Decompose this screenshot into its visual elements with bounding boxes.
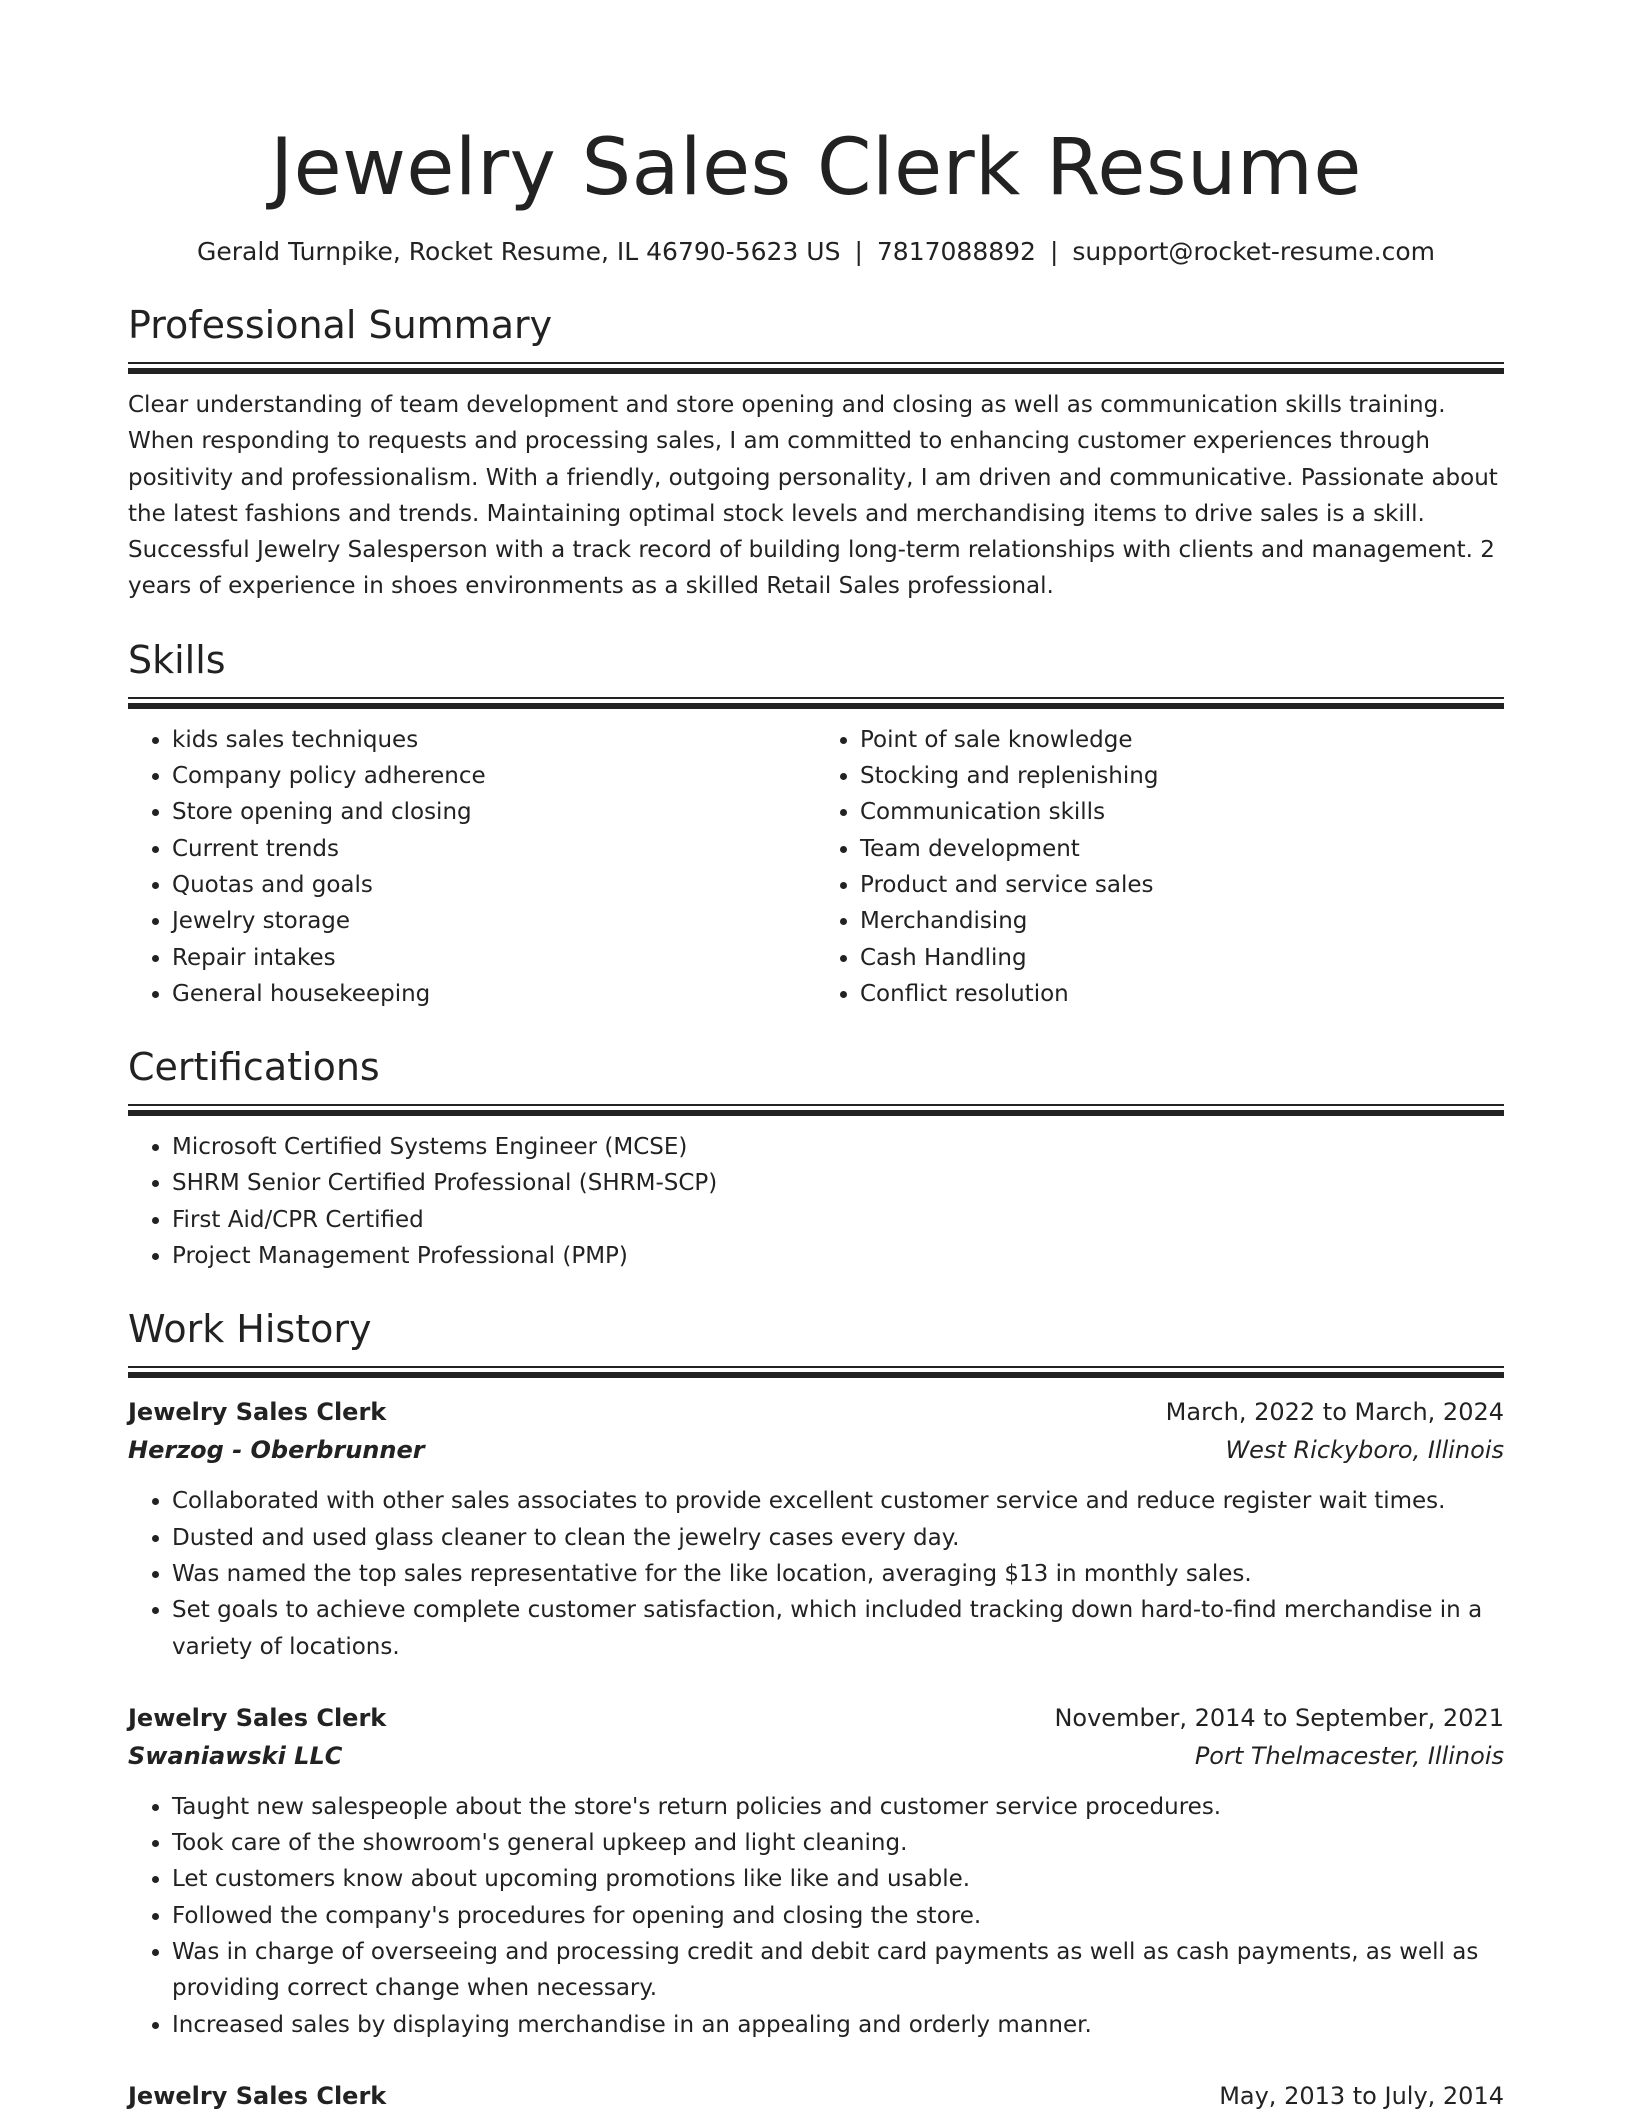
job-dates: March, 2022 to March, 2024 (1165, 1398, 1504, 1427)
skill-item: • Merchandising (860, 903, 1504, 939)
job-entry (128, 2077, 1504, 2115)
skill-item: • Stocking and replenishing (860, 758, 1504, 794)
skill-item: • Current trends (172, 831, 816, 867)
skills-section (128, 605, 1504, 1012)
resume-page (128, 0, 1504, 2115)
skill-item: • Communication skills (860, 794, 1504, 830)
job-bullet-list (128, 1789, 1504, 2043)
skill-item: • Jewelry storage (172, 903, 816, 939)
job-header-row (128, 2077, 1504, 2115)
job-title: Jewelry Sales Clerk (128, 1398, 387, 1427)
contact-separator: | (1049, 237, 1059, 266)
job-bullet: • Was in charge of overseeing and processing credit and debit card payments as well as cash payments, as well as providing correct change when necessary. (172, 1934, 1504, 2007)
job-entry (128, 1699, 1504, 2043)
job-bullet: • Taught new salespeople about the store's return policies and customer service procedures. (172, 1789, 1504, 1825)
job-bullet: • Set goals to achieve complete customer satisfaction, which included tracking down hard-to-find merchandise in a variety of locations. (172, 1592, 1504, 1665)
skill-item: • Cash Handling (860, 940, 1504, 976)
resume-title: Jewelry Sales Clerk Resume (270, 123, 1362, 213)
job-bullet: • Took care of the showroom's general upkeep and light cleaning. (172, 1825, 1504, 1861)
contact-line (128, 234, 1504, 270)
skills-left-list (128, 722, 816, 1012)
job-dates: November, 2014 to September, 2021 (1054, 1703, 1504, 1732)
skill-item: • Quotas and goals (172, 867, 816, 903)
work-section (128, 1274, 1504, 2115)
job-header-row (128, 1393, 1504, 1431)
summary-heading: Professional Summary (128, 303, 553, 347)
job-entry (128, 1393, 1504, 1664)
skill-item: • Store opening and closing (172, 794, 816, 830)
contact-email: support@rocket-resume.com (1072, 237, 1435, 266)
work-history-list (128, 1393, 1504, 2115)
certification-item: • SHRM Senior Certified Professional (SHRM-SCP) (172, 1165, 1504, 1201)
job-bullet: • Collaborated with other sales associates to provide excellent customer service and reduce register wait times. (172, 1483, 1504, 1519)
skills-right-list (816, 722, 1504, 1012)
summary-text: Clear understanding of team development and store opening and closing as well as communication skills training. When responding to requests and processing sales, I am committed to enhancing customer experiences through positivity and professionalism. With a friendly, outgoing personality, I am driven and communicative. Passionate about the latest fashions and trends. Maintaining optimal stock levels and merchandising items to drive sales is a skill. Successful Jewelry Salesperson with a track record of building long-term relationships with clients and management. 2 years of experience in shoes environments as a skilled Retail Sales professional. (128, 392, 1498, 600)
contact-phone: 7817088892 (876, 237, 1036, 266)
section-divider (128, 1366, 1504, 1377)
section-divider (128, 697, 1504, 708)
certifications-heading: Certifications (128, 1045, 380, 1090)
certification-item: • First Aid/CPR Certified (172, 1202, 1504, 1238)
job-header-row (128, 1699, 1504, 1737)
job-title: Jewelry Sales Clerk (128, 2081, 387, 2110)
skills-columns (128, 722, 1504, 1012)
job-company-row (128, 1431, 1504, 1469)
skill-item: • Conflict resolution (860, 976, 1504, 1012)
job-title: Jewelry Sales Clerk (128, 1703, 387, 1732)
job-company: Herzog - Oberbrunner (128, 1436, 425, 1465)
skill-item: • Team development (860, 831, 1504, 867)
summary-section (128, 270, 1504, 605)
job-bullet: • Dusted and used glass cleaner to clean the jewelry cases every day. (172, 1520, 1504, 1556)
skill-item: • kids sales techniques (172, 722, 816, 758)
certification-item: • Project Management Professional (PMP) (172, 1238, 1504, 1274)
job-company-row (128, 1737, 1504, 1775)
skill-item: • General housekeeping (172, 976, 816, 1012)
section-divider (128, 362, 1504, 373)
job-bullet: • Was named the top sales representative for the like location, averaging $13 in monthly sales. (172, 1556, 1504, 1592)
certifications-section (128, 1012, 1504, 1274)
skill-item: • Repair intakes (172, 940, 816, 976)
skill-item: • Point of sale knowledge (860, 722, 1504, 758)
skills-heading: Skills (128, 637, 226, 682)
skill-item: • Product and service sales (860, 867, 1504, 903)
work-heading: Work History (128, 1307, 372, 1352)
job-bullet: • Increased sales by displaying merchandise in an appealing and orderly manner. (172, 2007, 1504, 2043)
section-divider (128, 1104, 1504, 1115)
contact-separator: | (854, 237, 863, 266)
job-company: Swaniawski LLC (128, 1741, 343, 1770)
job-bullet-list (128, 1483, 1504, 1664)
certification-item: • Microsoft Certified Systems Engineer (MCSE) (172, 1129, 1504, 1165)
contact-address: Gerald Turnpike, Rocket Resume, IL 46790-5623 US (196, 237, 841, 266)
certifications-list (128, 1129, 1504, 1274)
job-bullet: • Followed the company's procedures for opening and closing the store. (172, 1898, 1504, 1934)
job-location: Port Thelmacester, Illinois (1194, 1741, 1504, 1770)
skill-item: • Company policy adherence (172, 758, 816, 794)
job-bullet: • Let customers know about upcoming promotions like like and usable. (172, 1861, 1504, 1897)
job-location: West Rickyboro, Illinois (1225, 1436, 1504, 1465)
job-dates: May, 2013 to July, 2014 (1219, 2081, 1504, 2110)
